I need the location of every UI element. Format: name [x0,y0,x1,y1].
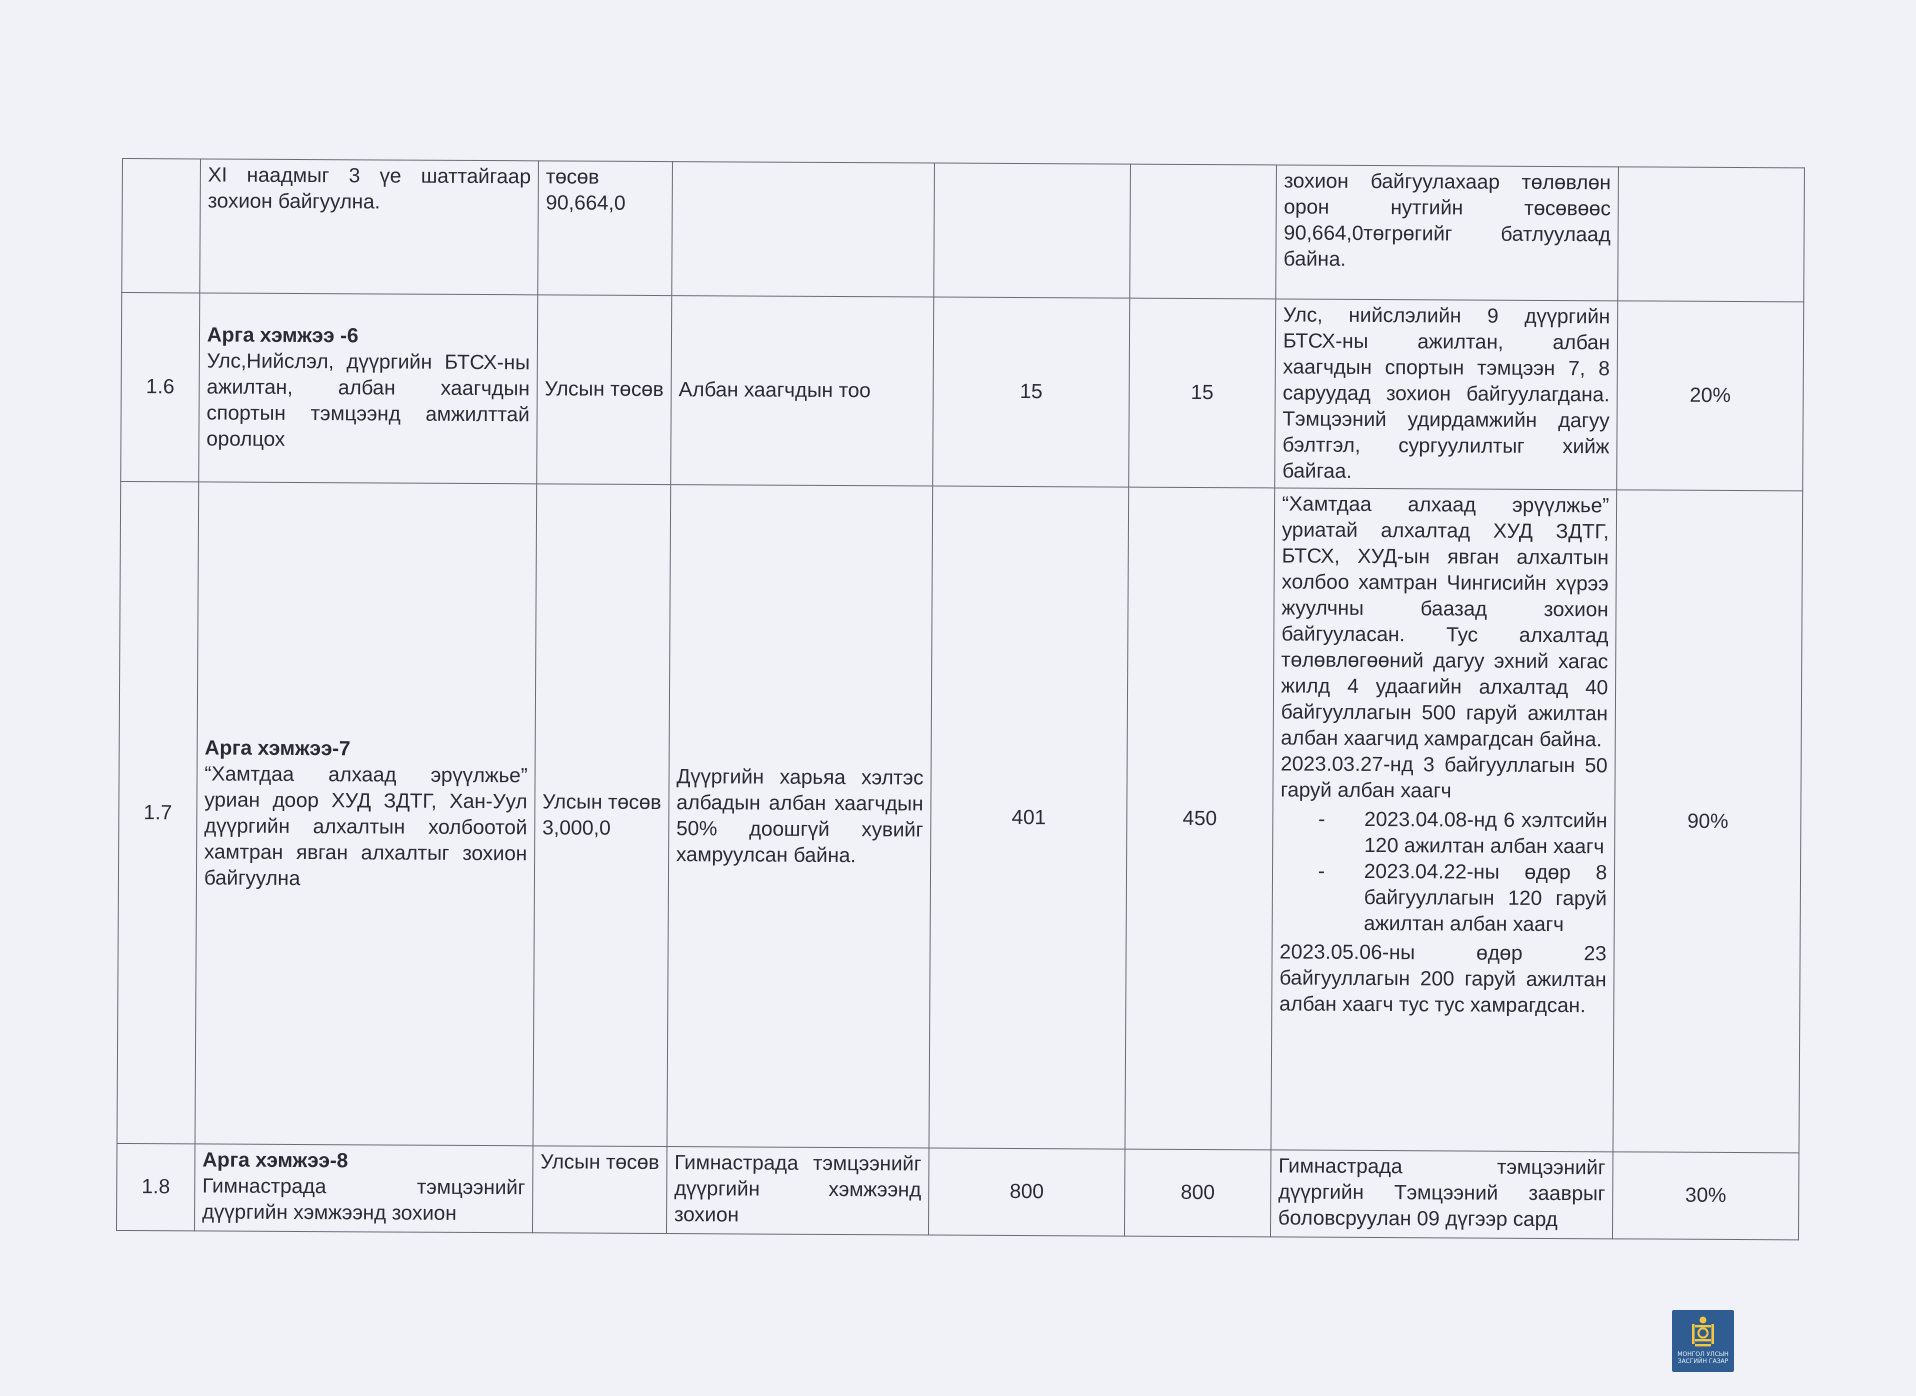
activity-description: Гимнастрада тэмцээнийг дүүргийн хэмжээнд зохион [202,1174,526,1225]
baseline-cell: 401 [929,486,1129,1149]
indicator-cell: Дүүргийн харьяа хэлтэс албадын албан хаагчдын 50% доошгүй хувийг хамруулсан байна. [667,485,933,1148]
baseline-cell: 800 [928,1148,1124,1236]
baseline-cell [934,163,1131,298]
government-seal [1672,1310,1734,1372]
target-cell: 450 [1125,487,1275,1150]
table-row [117,1143,1799,1239]
budget-cell: төсөв 90,664,0 [538,161,673,296]
list-item: - 2023.04.08-нд 6 хэлтсийн 120 ажилтан албан хаагч [1364,807,1607,860]
seal-caption: МОНГОЛ УЛСЫН ЗАСГИЙН ГАЗАР [1677,1351,1729,1365]
row-number: 1.6 [121,293,200,482]
activity-cell [200,159,539,295]
activity-title: Арга хэмжээ -6 [206,323,359,348]
budget-cell: Улсын төсөв [533,1146,667,1234]
activity-cell [199,293,538,484]
percent-cell [1618,167,1805,302]
budget-cell: Улсын төсөв [537,295,672,485]
activity-description: XI наадмыг 3 үе шаттайгаар зохион байгуулна. [207,163,531,214]
row-number: 1.7 [117,481,199,1143]
progress-text: “Хамтдаа алхаад эрүүлжье” уриатай алхалтад ХУД ЗДТГ, БТСХ, ХУД-ын явган алхалтын холбоо хамтран Чингисийн хүрээ жуулчны баазад зохион байгууласан. Тус алхалтад төлөвлөгөөний дагуу эхний хагас жилд 4 удаагийн алхалтад 40 байгууллагын 500 гаруй ажилтан албан хаагчид хамрагдсан байна. [1280,492,1610,752]
activity-title: Арга хэмжээ-7 [204,735,351,760]
activity-table [116,158,1805,1240]
indicator-cell: Албан хаагчдын тоо [671,296,934,486]
document-sheet [116,158,1804,1261]
percent-cell: 90% [1613,490,1803,1153]
activity-description: “Хамтдаа алхаад эрүүлжье” уриан доор ХУД ЗДТГ, Хан-Уул дүүргийн алхалтын холбоотой хамтран явган алхалтыг зохион байгуулна [203,761,528,890]
progress-cell [1276,165,1619,301]
progress-text: 2023.03.27-нд 3 байгууллагын 50 гаруй албан хаагч [1280,752,1608,803]
progress-cell [1275,299,1618,490]
progress-text: Гимнастрада тэмцээнийг дүүргийн Тэмцээний зааврыг боловсруулан 09 дүгээр сард [1278,1154,1606,1232]
list-item: - 2023.04.22-ны өдөр 8 байгууллагын 120 гаруй ажилтан албан хаагч [1364,859,1607,938]
target-cell: 15 [1129,298,1276,488]
row-number [122,159,201,293]
target-cell: 800 [1124,1149,1270,1237]
baseline-cell: 15 [933,297,1130,487]
budget-cell: Улсын төсөв 3,000,0 [533,484,671,1147]
indicator-cell [667,1147,929,1235]
percent-cell: 30% [1612,1152,1798,1240]
soyombo-emblem-icon [1689,1314,1717,1350]
table-row [121,293,1804,491]
table-row [122,159,1805,302]
table-row [117,481,1803,1152]
target-cell [1130,164,1277,299]
row-number: 1.8 [117,1143,195,1230]
progress-cell [1270,1150,1612,1239]
indicator-cell [672,162,935,297]
progress-list [1280,806,1608,938]
progress-text: Улс, нийслэлийн 9 дүүргийн БТСХ-ны ажилтан, албан хаагчдын спортын тэмцээн 7, 8 саруудад зохион байгуулагдана. Тэмцээний удирдамжийн дагуу бэлтгэл, сургуулилтыг хийж байгаа. [1282,303,1611,483]
activity-title: Арга хэмжээ-8 [202,1148,349,1173]
progress-text: 2023.05.06-ны өдөр 23 байгууллагын 200 гаруй ажилтан албан хаагч тус тус хамрагдсан. [1279,940,1607,1018]
progress-cell [1271,488,1617,1152]
percent-cell: 20% [1617,301,1804,491]
activity-cell [195,482,537,1146]
progress-text: зохион байгуулахаар төлөвлөн орон нутгийн төсөвөөс 90,664,0төгрөгийг батлуулаад байна. [1283,169,1611,271]
activity-cell [195,1144,533,1233]
activity-description: Улс,Нийслэл, дүүргийн БТСХ-ны ажилтан, албан хаагчдын спортын тэмцээнд амжилттай оролцох [206,349,530,451]
indicator-text: Гимнастрада тэмцээнийг дүүргийн хэмжээнд зохион [674,1151,922,1227]
